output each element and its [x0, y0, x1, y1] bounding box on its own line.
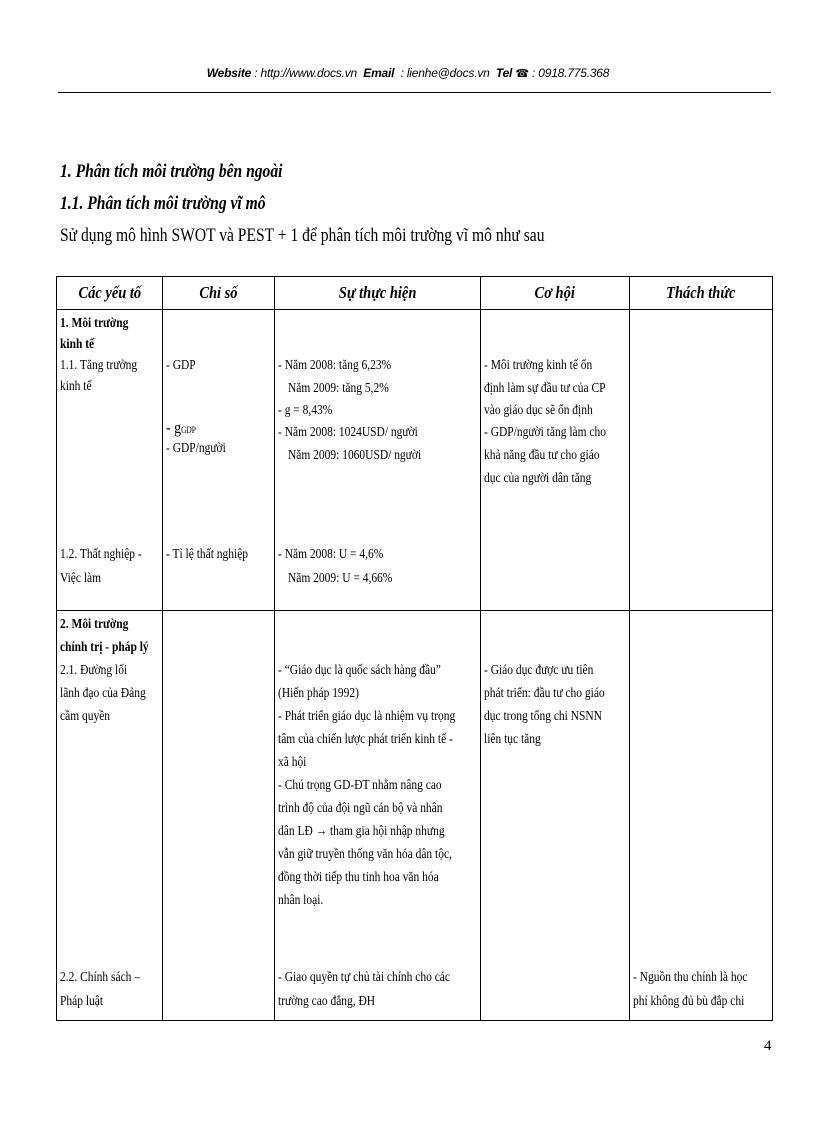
cell-challenge-political: - Nguồn thu chính là học phí không đủ bù đắp chi	[633, 970, 748, 1009]
phone-number: 0918.775.368	[538, 66, 610, 80]
tel-label: Tel	[495, 66, 513, 80]
phone-icon: ☎	[515, 68, 529, 80]
column-header-opportunity: Cơ hội	[481, 277, 630, 310]
heading-2: 1.1. Phân tích môi trường vĩ mô	[60, 193, 266, 214]
column-header-implementation: Sự thực hiện	[275, 277, 481, 310]
website-url[interactable]: http://www.docs.vn	[260, 66, 357, 80]
cell-opportunity-political: - Giáo dục được ưu tiên phát triển: đầu tư cho giáo dục trong tổng chi NSNN liên tục tăng	[484, 663, 605, 747]
cell-factor-economic: 1. Môi trường kinh tế 1.1. Tăng trưởng kinh tế 1.2. Thất nghiệp - Việc làm	[60, 316, 142, 586]
cell-indicator-political	[163, 611, 274, 1020]
cell-implementation-economic: - Năm 2008: tăng 6,23% Năm 2009: tăng 5,2% - g = 8,43% - Năm 2008: 1024USD/ người Năm 2009: 1060USD/ người - Năm 2008: U = 4,6% Năm 2009: U = 4,66%	[278, 358, 422, 586]
cell-challenge-economic	[630, 310, 772, 610]
email-address[interactable]: lienhe@docs.vn	[406, 66, 490, 80]
page-number: 4	[764, 1038, 772, 1054]
page-header: Website : http://www.docs.vn Email : lienhe@docs.vn Tel ☎ : 0918.775.368	[206, 66, 610, 80]
website-label: Website	[206, 66, 252, 80]
table-row	[57, 310, 773, 611]
table-header-row	[57, 277, 773, 310]
cell-factor-political: 2. Môi trường chính trị - pháp lý 2.1. Đường lối lãnh đạo của Đảng cầm quyền 2.2. Chính sách – Pháp luật	[60, 617, 149, 1009]
column-header-challenge: Thách thức	[630, 277, 773, 310]
macro-environment-table	[56, 276, 773, 1021]
intro-text: Sử dụng mô hình SWOT và PEST + 1 để phân tích môi trường vĩ mô như sau	[60, 225, 545, 246]
cell-opportunity-economic: - Môi trường kinh tế ổn định làm sự đầu tư của CP vào giáo dục sẽ ổn định - GDP/người tăng làm cho khả năng đầu tư cho giáo dục của người dân tăng	[484, 358, 606, 486]
cell-indicator-economic: - GDP - gGDP - GDP/người - Tỉ lệ thất nghiệp	[166, 358, 249, 562]
cell-implementation-political: - “Giáo dục là quốc sách hàng đầu” (Hiến pháp 1992) - Phát triển giáo dục là nhiệm vụ trọng tâm của chiến lược phát triển kinh tế - xã hội - Chú trọng GD-ĐT nhằm nâng cao trình độ của đội ngũ cán bộ và nhân dân LĐ → tham gia hội nhập nhưng vẫn giữ truyền thống văn hóa dân tộc, đồng thời tiếp thu tinh hoa văn hóa nhân loại. - Giao quyền tự chủ tài chính cho các trường cao đẳng, ĐH	[278, 663, 456, 1009]
heading-1: 1. Phân tích môi trường bên ngoài	[60, 161, 283, 182]
column-header-indicator: Chỉ số	[163, 277, 275, 310]
table-row	[57, 611, 773, 1021]
email-label: Email	[363, 66, 395, 80]
header-divider	[58, 92, 771, 93]
column-header-factors: Các yếu tố	[57, 277, 163, 310]
